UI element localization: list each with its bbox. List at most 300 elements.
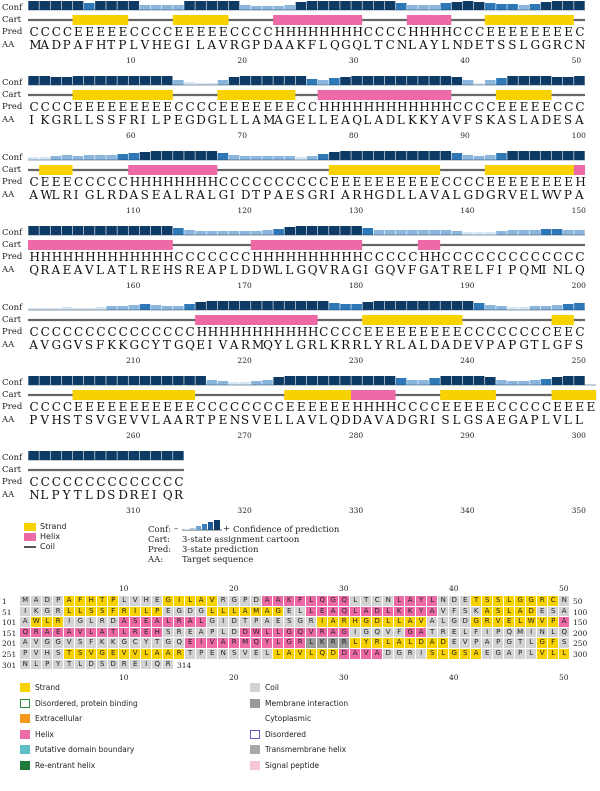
- conf-bar: [207, 151, 218, 160]
- pred-letter: C: [285, 175, 295, 189]
- aa-letter: G: [51, 338, 62, 352]
- conf-bar: [518, 307, 529, 310]
- cart-strand: [73, 390, 196, 400]
- aa-letter: V: [552, 188, 562, 202]
- aa-letter: G: [307, 188, 318, 202]
- pred-letter: C: [441, 175, 451, 189]
- aa-letter: L: [285, 263, 294, 277]
- row-label-pred: Pred: [2, 27, 23, 37]
- aa-letter: L: [541, 413, 550, 427]
- aa-letter: N: [552, 263, 564, 277]
- conf-bar: [496, 231, 507, 235]
- row-label-aa: AA: [2, 265, 15, 275]
- cart-strand: [329, 165, 440, 175]
- conf-bar: [541, 76, 552, 85]
- position-tick: 140: [460, 206, 475, 215]
- grid-residue: S: [229, 649, 239, 659]
- pred-letter: C: [363, 25, 373, 39]
- aa-letter: L: [229, 113, 238, 127]
- pred-letter: C: [218, 175, 229, 189]
- grid-residue: Q: [504, 628, 514, 638]
- conf-bar: [385, 1, 396, 10]
- pred-letter: H: [40, 250, 52, 264]
- conf-bar: [140, 226, 151, 235]
- conf-bar: [117, 226, 128, 235]
- pred-letter: C: [62, 325, 73, 339]
- pred-letter: C: [508, 400, 518, 414]
- conf-bar: [429, 151, 440, 160]
- aa-letter: R: [352, 188, 362, 202]
- aa-letter: A: [207, 38, 217, 52]
- grid-residue: L: [460, 628, 470, 638]
- conf-bar: [285, 227, 296, 235]
- conf-bar: [195, 151, 206, 160]
- grid-residue: K: [31, 607, 41, 617]
- pred-letter: C: [308, 175, 318, 189]
- grid-residue: Y: [141, 638, 151, 648]
- aa-letter: P: [508, 338, 517, 352]
- conf-bar: [251, 381, 262, 385]
- cart-helix: [128, 165, 217, 175]
- conf-bar: [307, 1, 318, 10]
- position-tick: 40: [460, 56, 470, 65]
- grid-residue: A: [482, 607, 492, 617]
- grid-residue: A: [394, 638, 404, 648]
- conf-bar: [396, 3, 407, 10]
- conf-bar: [285, 76, 296, 85]
- pred-letter: C: [475, 250, 485, 264]
- aa-letter: D: [252, 263, 262, 277]
- pred-letter: C: [129, 25, 139, 39]
- aa-letter: L: [274, 413, 283, 427]
- conf-bar: [552, 151, 563, 160]
- pred-letter: E: [486, 175, 495, 189]
- pred-letter: C: [330, 325, 340, 339]
- conf-bar: [162, 376, 173, 385]
- aa-letter: V: [129, 413, 139, 427]
- pred-letter: H: [308, 250, 319, 264]
- conf-bar: [563, 376, 574, 385]
- grid-residue: L: [306, 649, 316, 659]
- grid-residue: Y: [262, 638, 272, 648]
- conf-bar: [151, 376, 162, 385]
- grid-residue: G: [361, 617, 371, 627]
- row-label-pred: Pred: [2, 327, 23, 337]
- conf-bar: [530, 151, 541, 160]
- conf-bar: [340, 304, 351, 310]
- grid-residue: D: [449, 596, 459, 606]
- position-tick: 50: [571, 56, 582, 65]
- pred-letter: E: [408, 175, 418, 189]
- grid-residue: I: [350, 628, 360, 638]
- aa-letter: V: [318, 263, 328, 277]
- conf-bar: [418, 380, 429, 385]
- aa-letter: G: [296, 338, 307, 352]
- pred-letter: H: [85, 250, 96, 264]
- pred-letter: C: [85, 175, 95, 189]
- aa-letter: L: [174, 188, 182, 202]
- grid-row-start: 1: [2, 597, 7, 606]
- pred-letter: H: [163, 250, 174, 264]
- pred-letter: H: [285, 325, 297, 339]
- grid-residue: G: [504, 638, 514, 648]
- pred-letter: C: [140, 25, 151, 39]
- aa-letter: Q: [352, 38, 363, 52]
- grid-residue: A: [559, 617, 569, 627]
- grid-residue: F: [548, 638, 558, 648]
- aa-letter: R: [229, 38, 239, 52]
- pred-letter: C: [85, 475, 95, 489]
- aa-letter: V: [252, 413, 261, 427]
- pred-letter: H: [319, 250, 330, 264]
- aa-letter: M: [252, 338, 265, 352]
- grid-residue: A: [328, 628, 338, 638]
- pred-letter: C: [296, 100, 307, 114]
- conf-bar: [396, 378, 407, 385]
- aa-letter: N: [396, 38, 408, 52]
- aa-letter: A: [162, 188, 172, 202]
- aa-letter: L: [530, 188, 539, 202]
- grid-residue: R: [130, 628, 140, 638]
- grid-residue: E: [273, 617, 283, 627]
- conf-bar: [496, 153, 507, 160]
- aa-letter: A: [29, 188, 38, 202]
- aa-letter: R: [419, 413, 429, 427]
- pred-letter: C: [385, 25, 396, 39]
- conf-bar: [463, 80, 474, 85]
- pred-letter: C: [207, 400, 217, 414]
- conf-bar: [229, 301, 240, 310]
- grid-residue: G: [405, 628, 415, 638]
- pred-letter: C: [530, 325, 540, 339]
- pred-letter: C: [152, 475, 162, 489]
- aa-letter: D: [385, 188, 396, 202]
- conf-bar: [318, 154, 329, 160]
- legend2-label: Putative domain boundary: [35, 745, 135, 754]
- pred-letter: C: [62, 100, 73, 114]
- cart-helix: [273, 15, 362, 25]
- pred-letter: C: [564, 100, 574, 114]
- grid-residue: K: [97, 638, 107, 648]
- grid-residue: A: [64, 596, 74, 606]
- aa-letter: F: [463, 113, 472, 127]
- grid-top-tick: 30: [339, 584, 349, 593]
- conf-bar: [496, 380, 507, 385]
- grid-residue: D: [251, 596, 261, 606]
- aa-letter: Q: [263, 338, 273, 352]
- grid-residue: S: [460, 649, 470, 659]
- conf-bar: [474, 303, 485, 310]
- grid-residue: L: [185, 596, 195, 606]
- key-aa-desc: Target sequence: [182, 555, 254, 565]
- grid-residue: V: [64, 638, 74, 648]
- grid-residue: V: [295, 649, 305, 659]
- conf-bar: [307, 79, 318, 85]
- pred-letter: C: [463, 250, 474, 264]
- grid-row-end: 150: [573, 618, 588, 628]
- grid-residue: F: [75, 596, 85, 606]
- pred-letter: E: [218, 25, 228, 39]
- pred-letter: C: [51, 25, 61, 39]
- pred-letter: C: [118, 475, 128, 489]
- pred-letter: C: [96, 325, 106, 339]
- aa-letter: E: [151, 188, 161, 202]
- conf-bar: [340, 77, 351, 85]
- pred-letter: C: [196, 400, 206, 414]
- pred-letter: C: [62, 400, 73, 414]
- grid-residue: K: [405, 607, 415, 617]
- pred-letter: H: [430, 250, 441, 264]
- conf-bar: [207, 83, 218, 85]
- pred-letter: E: [541, 100, 551, 114]
- conf-bar: [129, 226, 140, 235]
- pred-letter: C: [296, 175, 307, 189]
- position-tick: 170: [237, 281, 252, 290]
- grid-residue: T: [361, 596, 371, 606]
- aa-letter: L: [240, 113, 249, 127]
- grid-residue: L: [119, 596, 129, 606]
- pred-letter: C: [419, 400, 429, 414]
- aa-letter: W: [541, 188, 554, 202]
- pred-letter: H: [352, 400, 364, 414]
- aa-letter: S: [497, 38, 506, 52]
- aa-letter: I: [140, 113, 146, 127]
- grid-residue: A: [471, 649, 481, 659]
- grid-bottom-tick: 30: [339, 673, 349, 683]
- pred-letter: E: [196, 25, 206, 39]
- aa-letter: V: [430, 188, 439, 202]
- cart-strand: [217, 90, 295, 100]
- conf-bar: [496, 306, 507, 310]
- aa-letter: K: [296, 38, 306, 52]
- conf-bar: [73, 376, 84, 385]
- grid-residue: E: [537, 607, 547, 617]
- conf-bar: [173, 376, 184, 385]
- aa-letter: G: [530, 38, 541, 52]
- conf-bar: [496, 4, 507, 10]
- grid-residue: G: [207, 617, 217, 627]
- grid-residue: G: [75, 617, 85, 627]
- cart-helix: [418, 240, 440, 250]
- conf-bar: [541, 379, 552, 385]
- aa-letter: P: [29, 413, 38, 427]
- row-label-cart: Cart: [2, 390, 22, 400]
- pred-letter: C: [263, 175, 273, 189]
- conf-bar: [251, 156, 262, 160]
- conf-bar: [28, 451, 39, 460]
- grid-residue: V: [207, 596, 217, 606]
- pred-letter: C: [575, 250, 585, 264]
- grid-residue: Q: [317, 649, 327, 659]
- grid-residue: A: [152, 617, 162, 627]
- pred-letter: C: [129, 325, 139, 339]
- legend-helix-label: Helix: [40, 532, 61, 541]
- aa-letter: L: [407, 188, 416, 202]
- position-tick: 80: [348, 131, 359, 140]
- conf-bar: [463, 155, 474, 160]
- grid-residue: G: [339, 628, 349, 638]
- grid-residue: A: [361, 607, 371, 617]
- cart-strand: [440, 390, 496, 400]
- aa-letter: P: [218, 263, 227, 277]
- pred-letter: H: [296, 25, 308, 39]
- grid-residue: D: [108, 660, 118, 670]
- aa-letter: L: [396, 113, 405, 127]
- pred-letter: E: [319, 400, 328, 414]
- pred-letter: C: [185, 100, 195, 114]
- aa-letter: Y: [430, 113, 439, 127]
- conf-bar: [162, 306, 173, 310]
- pred-letter: E: [140, 100, 150, 114]
- aa-letter: R: [140, 263, 150, 277]
- aa-letter: S: [296, 188, 305, 202]
- position-tick: 220: [237, 356, 252, 365]
- aa-letter: A: [497, 338, 506, 352]
- grid-residue: D: [339, 649, 349, 659]
- conf-bar: [195, 376, 206, 385]
- conf-bar: [485, 232, 496, 235]
- aa-letter: L: [285, 413, 294, 427]
- aa-letter: F: [307, 38, 317, 52]
- pred-letter: C: [163, 475, 173, 489]
- legend2-label: Membrane interaction: [265, 698, 349, 708]
- conf-bar: [195, 302, 206, 310]
- aa-letter: L: [318, 338, 327, 352]
- pred-letter: H: [163, 175, 174, 189]
- grid-residue: G: [53, 638, 63, 648]
- grid-residue: L: [64, 607, 74, 617]
- aa-letter: L: [96, 263, 104, 277]
- grid-residue: K: [284, 596, 294, 606]
- grid-residue: H: [86, 596, 96, 606]
- pred-letter: E: [475, 400, 484, 414]
- key-pred-label: Pred:: [148, 545, 172, 555]
- pred-letter: H: [374, 400, 386, 414]
- pred-letter: H: [29, 250, 40, 264]
- grid-row-end: 200: [573, 628, 588, 638]
- grid-residue: R: [438, 628, 448, 638]
- conf-bar: [418, 76, 429, 85]
- cart-strand: [496, 90, 552, 100]
- grid-residue: D: [438, 638, 448, 648]
- conf-bar: [351, 376, 362, 385]
- position-tick: 20: [237, 56, 247, 65]
- row-label-cart: Cart: [2, 165, 22, 175]
- conf-bar: [307, 301, 318, 310]
- legend-strand-swatch: [24, 523, 36, 531]
- aa-letter: C: [563, 38, 574, 52]
- pred-letter: E: [553, 325, 562, 339]
- grid-residue: S: [493, 607, 503, 617]
- legend2-swatch: [20, 745, 30, 754]
- aa-letter: D: [341, 413, 351, 427]
- grid-residue: E: [141, 617, 151, 627]
- conf-bar: [84, 3, 95, 10]
- grid-row-end: 300: [573, 650, 588, 659]
- aa-letter: T: [374, 38, 383, 52]
- aa-letter: V: [474, 338, 484, 352]
- grid-residue: A: [328, 607, 338, 617]
- aa-letter: L: [129, 263, 138, 277]
- conf-bar: [351, 76, 362, 85]
- pred-letter: C: [553, 250, 563, 264]
- pred-letter: H: [207, 175, 219, 189]
- conf-bar: [440, 151, 451, 160]
- aa-letter: G: [207, 113, 218, 127]
- pred-letter: H: [274, 25, 286, 39]
- aa-letter: R: [185, 413, 195, 427]
- pred-letter: C: [452, 100, 462, 114]
- aa-letter: G: [519, 338, 529, 352]
- pred-letter: H: [263, 325, 274, 339]
- conf-bar: [106, 451, 117, 460]
- aa-letter: D: [541, 113, 552, 127]
- grid-bottom-tick: 20: [229, 673, 239, 683]
- aa-letter: R: [329, 263, 340, 277]
- grid-residue: I: [526, 628, 536, 638]
- aa-letter: L: [84, 488, 93, 502]
- conf-bar: [452, 376, 463, 385]
- grid-row-end: 314: [177, 660, 192, 670]
- pred-letter: C: [152, 25, 162, 39]
- pred-letter: E: [564, 25, 573, 39]
- conf-bar: [162, 76, 173, 85]
- aa-letter: P: [485, 338, 495, 352]
- conf-bar: [240, 156, 251, 160]
- conf-bar: [518, 5, 529, 10]
- aa-letter: G: [107, 413, 117, 427]
- grid-residue: L: [306, 638, 316, 648]
- conf-bar: [262, 156, 273, 160]
- conf-bar: [518, 230, 529, 235]
- aa-letter: A: [385, 413, 395, 427]
- pred-letter: C: [497, 325, 507, 339]
- pred-letter: C: [40, 100, 50, 114]
- grid-residue: S: [130, 617, 140, 627]
- row-label-pred: Pred: [2, 402, 23, 412]
- grid-residue: Y: [361, 638, 371, 648]
- grid-residue: D: [328, 649, 338, 659]
- conf-bar: [184, 82, 195, 85]
- pred-letter: H: [252, 325, 263, 339]
- position-tick: 130: [348, 206, 364, 215]
- grid-row-end: 250: [573, 639, 588, 649]
- grid-residue: M: [240, 638, 250, 648]
- grid-residue: H: [350, 617, 360, 627]
- pred-letter: C: [74, 475, 84, 489]
- legend-coil-swatch: [24, 546, 36, 548]
- conf-bar: [240, 301, 251, 310]
- conf-bar: [262, 76, 273, 85]
- aa-letter: L: [318, 113, 327, 127]
- conf-bar: [51, 1, 62, 10]
- conf-bar: [39, 451, 50, 460]
- aa-letter: D: [463, 38, 474, 52]
- pred-letter: E: [129, 400, 139, 414]
- grid-residue: D: [383, 649, 393, 659]
- conf-bar: [530, 230, 541, 235]
- aa-letter: E: [463, 338, 473, 352]
- conf-bar: [240, 76, 251, 85]
- aa-letter: K: [329, 338, 339, 352]
- pred-letter: E: [441, 325, 451, 339]
- grid-residue: H: [152, 628, 162, 638]
- aa-letter: V: [96, 413, 105, 427]
- aa-letter: D: [263, 38, 273, 52]
- position-tick: 10: [126, 56, 136, 65]
- pred-letter: E: [497, 25, 507, 39]
- grid-residue: P: [493, 638, 503, 648]
